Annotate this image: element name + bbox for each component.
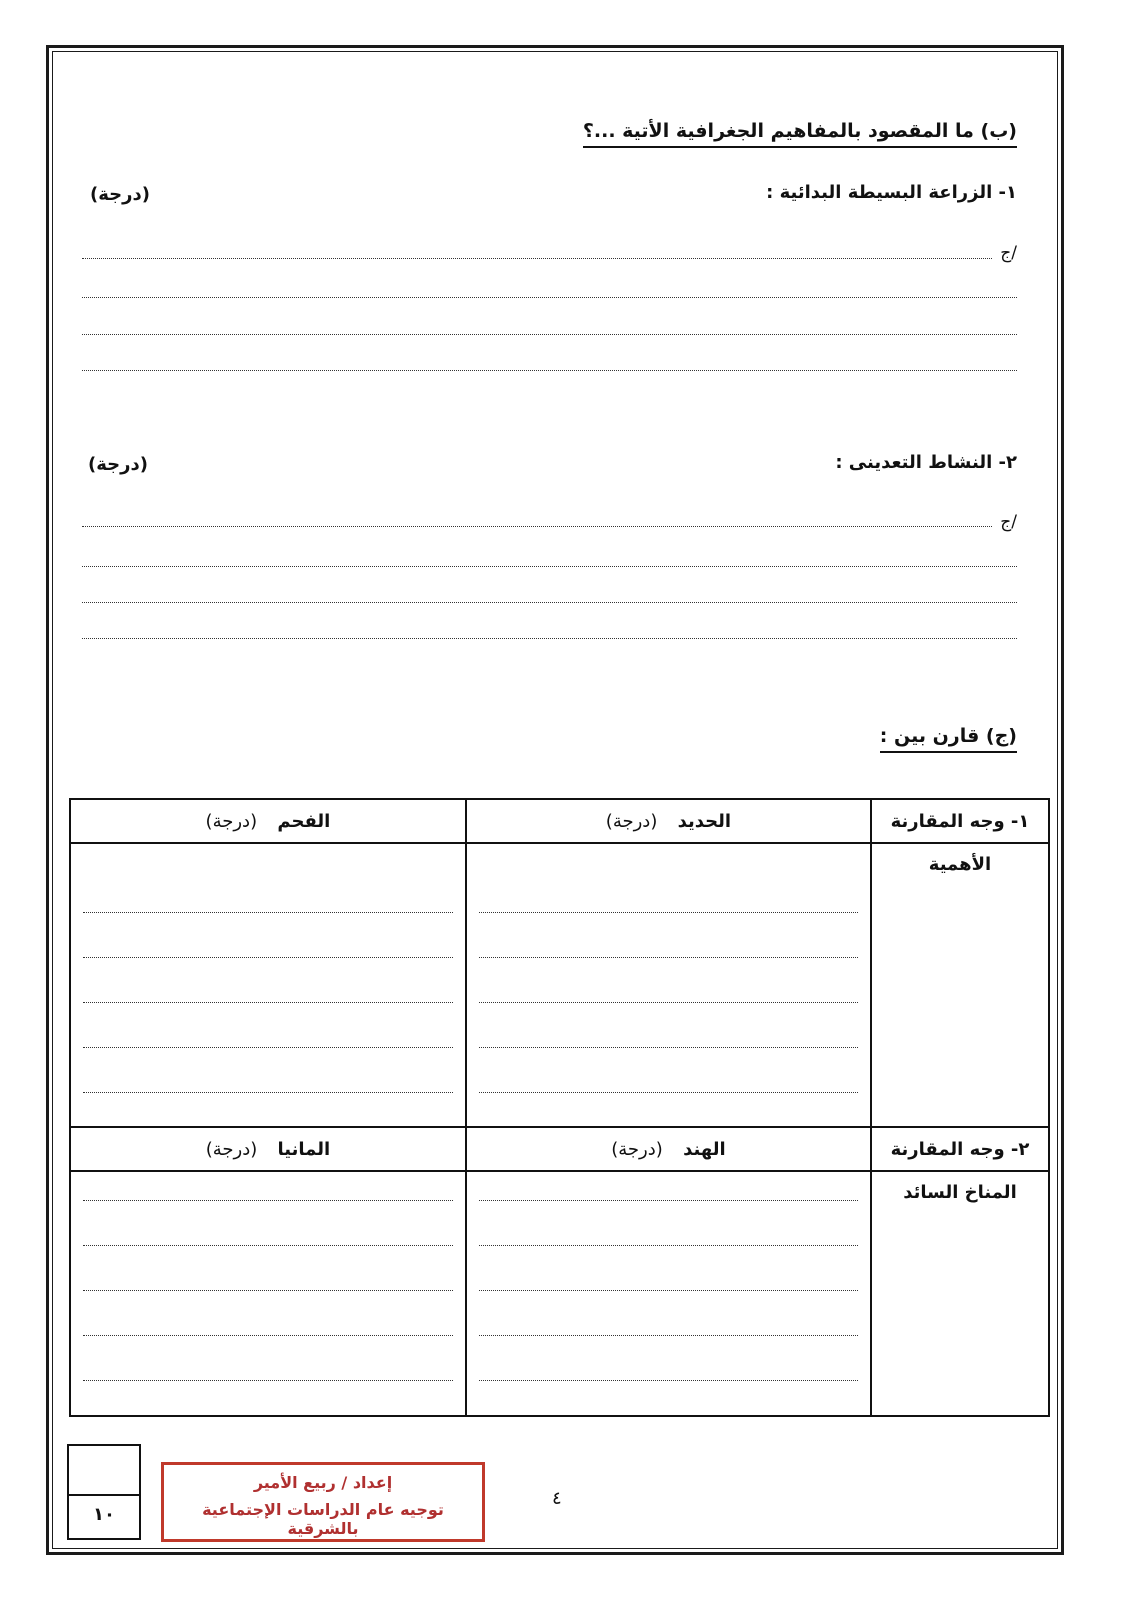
block-1-aspect: الأهمية (928, 854, 992, 875)
question-1-answer-prefix: ج/ (1000, 243, 1017, 263)
question-1-grade: (درجة) (90, 184, 150, 205)
answer-line[interactable] (479, 1335, 858, 1336)
block-2-aspect-cell (871, 1171, 1049, 1416)
section-c-heading: (ج) قارن بين : (880, 725, 1017, 753)
author-credit-box (161, 1462, 485, 1542)
section-b-heading: (ب) ما المقصود بالمفاهيم الجغرافية الأتية ...؟ (583, 120, 1017, 148)
block-2-col-b-title: المانيا (277, 1138, 331, 1160)
answer-line[interactable] (479, 957, 858, 958)
answer-line[interactable] (479, 1380, 858, 1381)
answer-line[interactable] (82, 602, 1017, 603)
answer-line[interactable] (83, 1335, 453, 1336)
block-1-col-b-header (70, 799, 466, 843)
block-2-aspect-header: ٢- وجه المقارنة (871, 1127, 1049, 1171)
answer-line[interactable] (83, 1092, 453, 1093)
block-2-col-b-grade: (درجة) (205, 1138, 258, 1160)
answer-line[interactable] (479, 1200, 858, 1201)
score-box (67, 1444, 141, 1540)
answer-line[interactable] (83, 957, 453, 958)
score-total: ١٠ (93, 1504, 115, 1525)
block-2-aspect: المناخ السائد (903, 1182, 1017, 1203)
answer-line[interactable] (83, 1245, 453, 1246)
credit-author: إعداد / ربيع الأمير (253, 1473, 393, 1492)
answer-line[interactable] (479, 1092, 858, 1093)
answer-line[interactable] (82, 526, 992, 527)
answer-line[interactable] (83, 912, 453, 913)
answer-line[interactable] (82, 258, 992, 259)
page-number: ٤ (552, 1488, 562, 1509)
block-2-col-a-answer[interactable] (466, 1171, 871, 1416)
answer-line[interactable] (479, 912, 858, 913)
answer-line[interactable] (82, 334, 1017, 335)
answer-line[interactable] (83, 1047, 453, 1048)
block-1-col-a-grade: (درجة) (605, 810, 658, 832)
block-1-col-b-grade: (درجة) (205, 810, 258, 832)
comparison-table (69, 798, 1050, 1417)
block-2-col-b-header (70, 1127, 466, 1171)
answer-line[interactable] (82, 370, 1017, 371)
answer-line[interactable] (82, 638, 1017, 639)
block-1-aspect-cell (871, 843, 1049, 1127)
score-box-divider (69, 1494, 139, 1496)
answer-line[interactable] (479, 1002, 858, 1003)
answer-line[interactable] (83, 1200, 453, 1201)
question-2-grade: (درجة) (88, 454, 148, 475)
block-2-col-a-grade: (درجة) (611, 1138, 663, 1160)
answer-line[interactable] (83, 1002, 453, 1003)
answer-line[interactable] (479, 1245, 858, 1246)
block-1-col-a-answer[interactable] (466, 843, 871, 1127)
block-1-col-b-answer[interactable] (70, 843, 466, 1127)
block-1-col-b-title: الفحم (277, 810, 331, 832)
block-1-col-a-header (466, 799, 871, 843)
answer-line[interactable] (82, 566, 1017, 567)
answer-line[interactable] (479, 1290, 858, 1291)
answer-line[interactable] (479, 1047, 858, 1048)
block-1-aspect-header: ١- وجه المقارنة (871, 799, 1049, 843)
credit-department: توجيه عام الدراسات الإجتماعية بالشرقية (202, 1500, 444, 1538)
block-1-col-a-title: الحديد (677, 810, 732, 832)
block-2-col-a-title: الهند (683, 1138, 726, 1160)
block-2-col-b-answer[interactable] (70, 1171, 466, 1416)
answer-line[interactable] (82, 297, 1017, 298)
question-2-label: ٢- النشاط التعدينى : (835, 452, 1017, 473)
answer-line[interactable] (83, 1380, 453, 1381)
question-2-answer-prefix: ج/ (1000, 512, 1017, 532)
answer-line[interactable] (83, 1290, 453, 1291)
block-2-col-a-header (466, 1127, 871, 1171)
question-1-label: ١- الزراعة البسيطة البدائية : (766, 182, 1017, 203)
